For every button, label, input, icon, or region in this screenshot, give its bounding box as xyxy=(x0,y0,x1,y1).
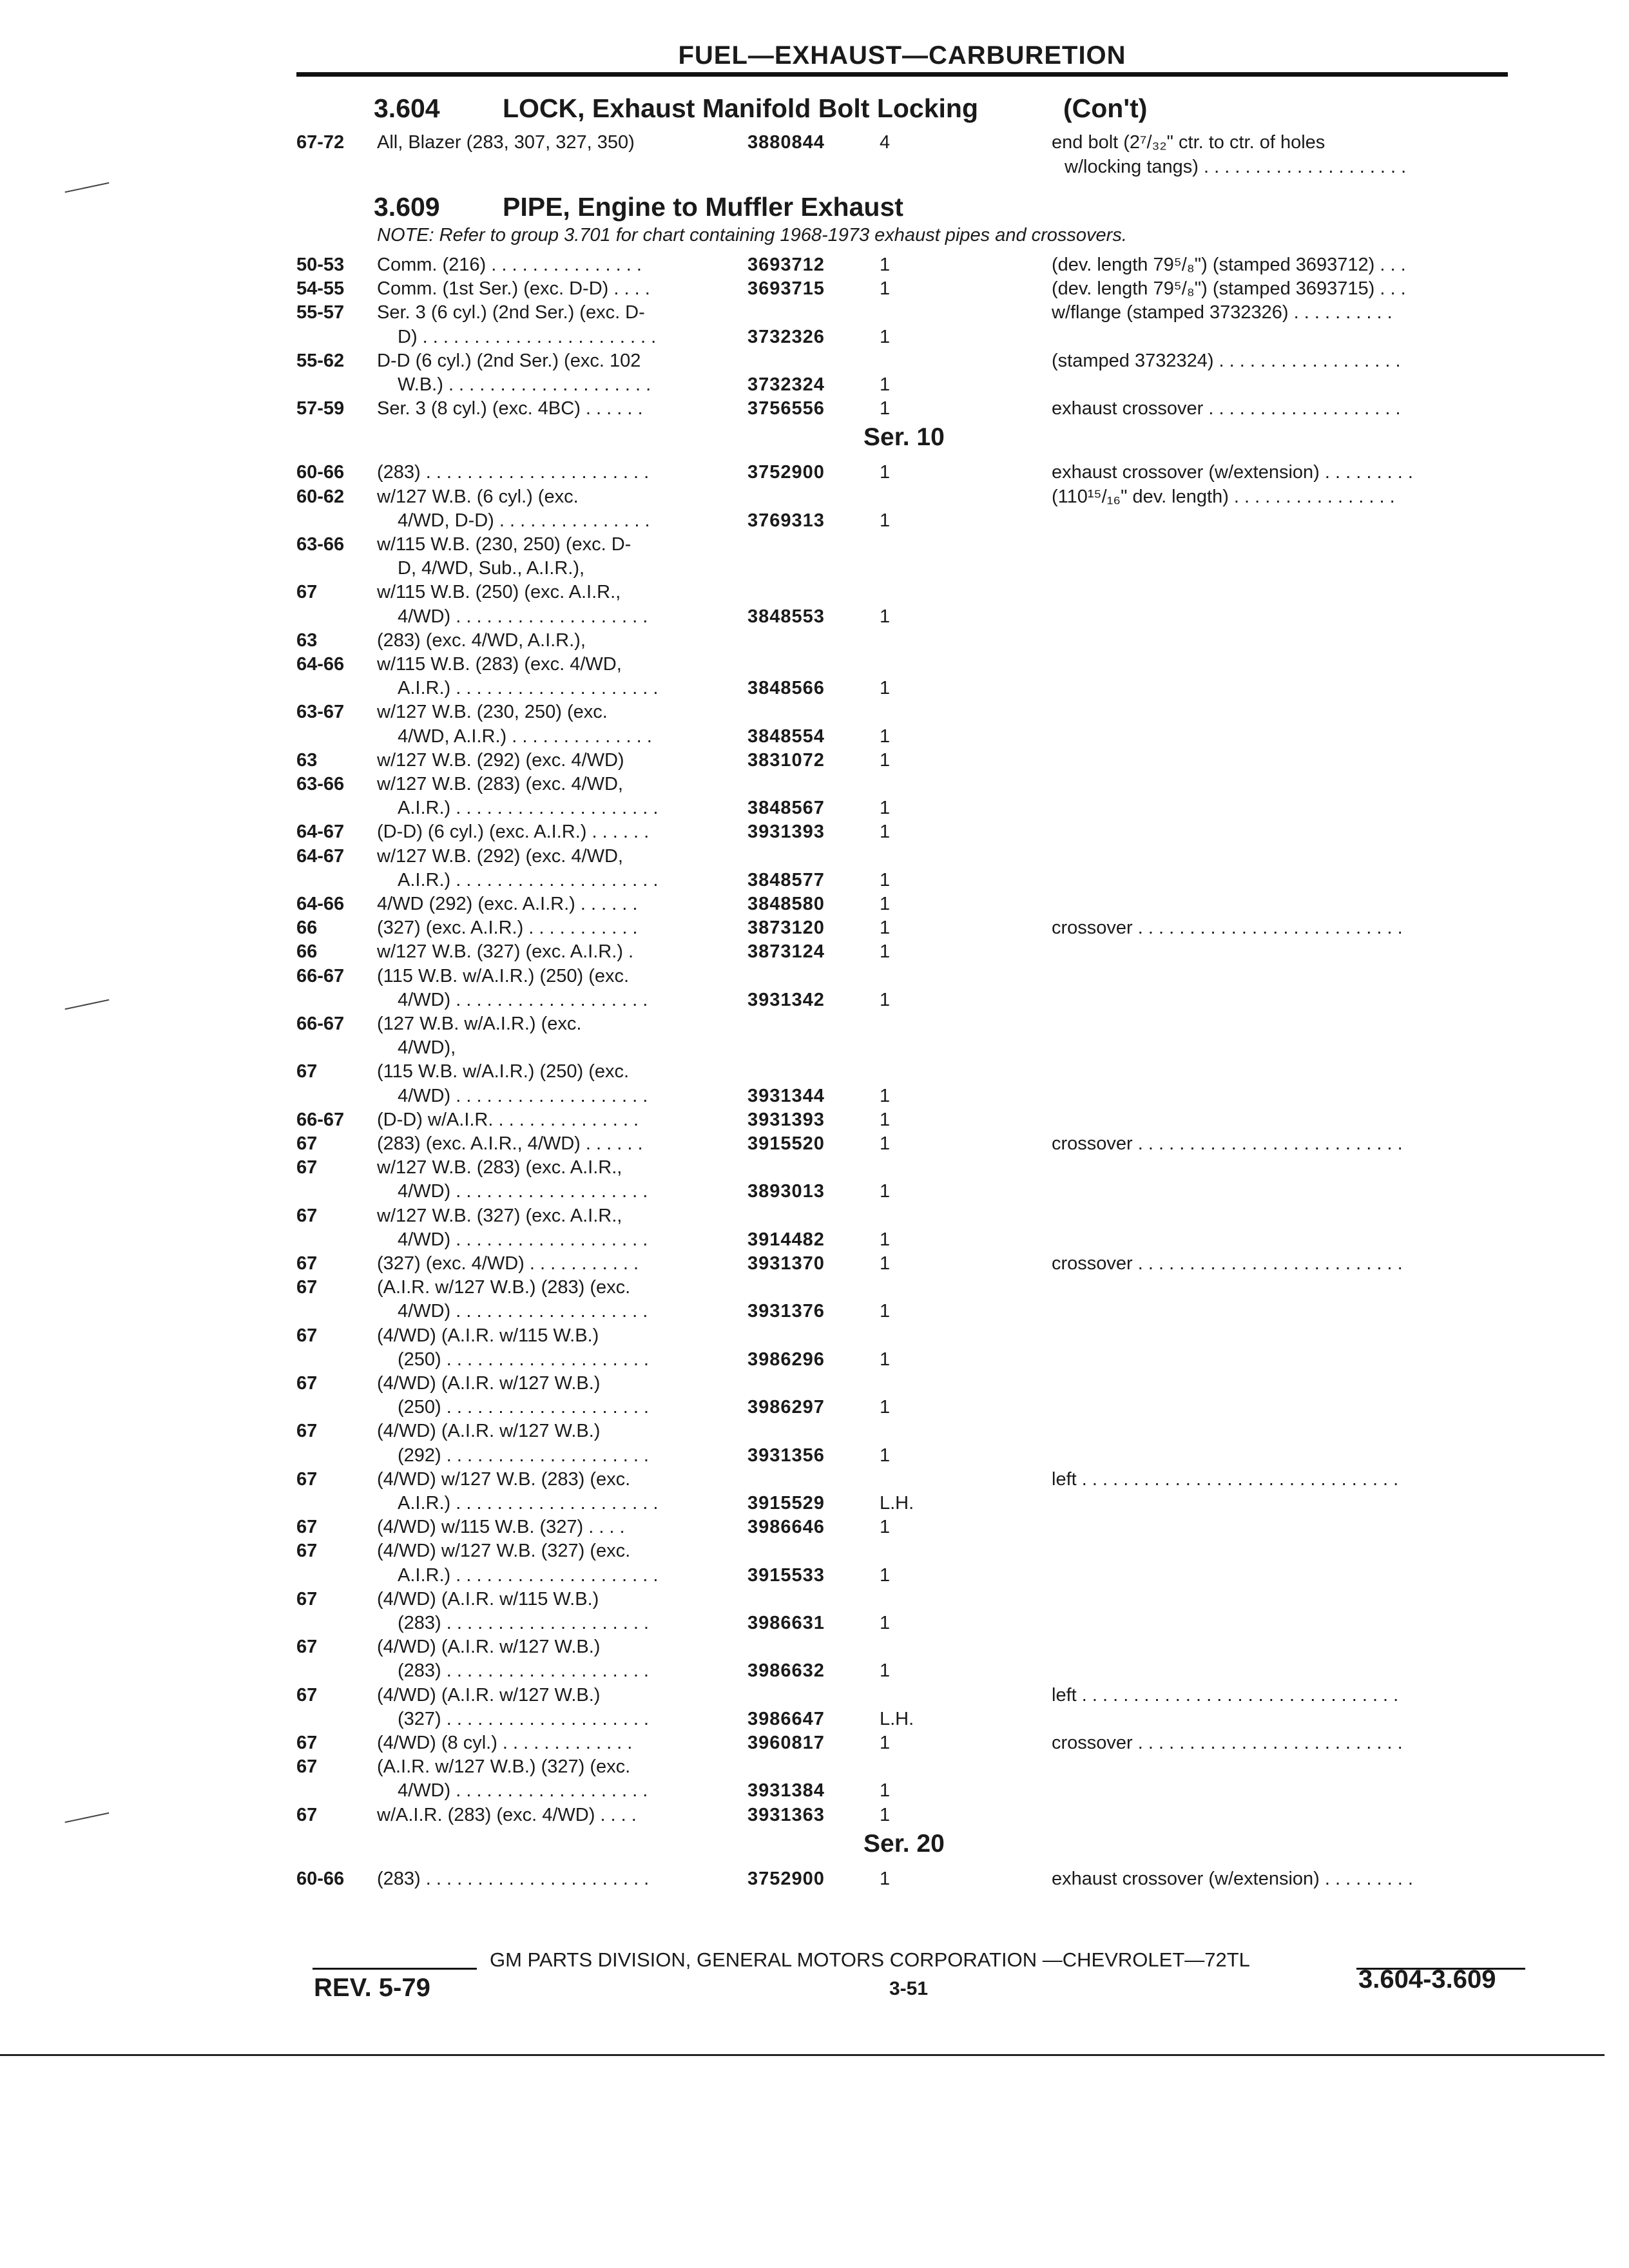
section-note: NOTE: Refer to group 3.701 for chart containing 1968-1973 exhaust pipes and crossovers. xyxy=(377,225,1127,245)
year-range: 66-67 xyxy=(296,1109,345,1130)
year-range: 60-66 xyxy=(296,462,345,483)
application-description: w/127 W.B. (327) (exc. A.I.R., xyxy=(377,1205,622,1226)
application-description: (4/WD) (8 cyl.) . . . . . . . . . . . . . xyxy=(377,1733,633,1753)
remarks: exhaust crossover . . . . . . . . . . . . . . . . . . . xyxy=(1052,398,1401,419)
part-number: 3915520 xyxy=(747,1133,825,1154)
application-description: (A.I.R. w/127 W.B.) (327) (exc. xyxy=(377,1756,631,1778)
application-description: (283) (exc. A.I.R., 4/WD) . . . . . . xyxy=(377,1133,643,1154)
year-range: 55-62 xyxy=(296,350,345,371)
quantity: 1 xyxy=(880,749,891,771)
quantity: 1 xyxy=(880,1804,891,1825)
section-title: PIPE, Engine to Muffler Exhaust xyxy=(503,192,903,222)
year-range: 67 xyxy=(296,1468,318,1490)
year-range: 67 xyxy=(296,1541,318,1562)
page-number: 3-51 xyxy=(889,1978,929,1999)
application-description: (115 W.B. w/A.I.R.) (250) (exc. xyxy=(377,965,630,986)
year-range: 64-67 xyxy=(296,845,345,867)
application-description: w/127 W.B. (292) (exc. 4/WD, xyxy=(377,845,623,867)
part-number: 3931376 xyxy=(747,1301,825,1322)
application-description: w/127 W.B. (230, 250) (exc. xyxy=(377,702,608,723)
year-range: 67 xyxy=(296,1637,318,1658)
year-range: 63-66 xyxy=(296,774,345,794)
scan-edge-rule xyxy=(0,2054,1605,2056)
year-range: 60-66 xyxy=(296,1868,345,1889)
part-number: 3986647 xyxy=(747,1708,825,1729)
application-description: (283) . . . . . . . . . . . . . . . . . . . . . . xyxy=(377,462,650,483)
part-number: 3848577 xyxy=(747,869,825,890)
part-number: 3831072 xyxy=(747,749,825,771)
year-range: 55-57 xyxy=(296,302,345,323)
part-number: 3931356 xyxy=(747,1445,825,1466)
year-range: 66-67 xyxy=(296,1014,345,1034)
part-number: 3732324 xyxy=(747,374,825,395)
application-description: 4/WD, A.I.R.) . . . . . . . . . . . . . . xyxy=(398,726,652,747)
quantity: 1 xyxy=(880,1397,891,1418)
application-description: A.I.R.) . . . . . . . . . . . . . . . . . . . . xyxy=(398,869,659,890)
part-number: 3931344 xyxy=(747,1085,825,1106)
year-range: 54-55 xyxy=(296,278,345,300)
application-description: 4/WD) . . . . . . . . . . . . . . . . . . . xyxy=(398,1229,648,1250)
application-description: (250) . . . . . . . . . . . . . . . . . . . . xyxy=(398,1397,649,1418)
header-rule xyxy=(296,72,1508,77)
application-description: (115 W.B. w/A.I.R.) (250) (exc. xyxy=(377,1061,630,1082)
application-description: 4/WD) . . . . . . . . . . . . . . . . . . . xyxy=(398,606,648,627)
part-number: 3986297 xyxy=(747,1397,825,1418)
year-range: 67 xyxy=(296,1733,318,1753)
year-range: 67 xyxy=(296,582,318,603)
part-number: 3931363 xyxy=(747,1804,825,1825)
year-range: 67 xyxy=(296,1205,318,1226)
year-range: 63 xyxy=(296,629,318,651)
application-description: (A.I.R. w/127 W.B.) (283) (exc. xyxy=(377,1277,631,1298)
punch-hole-mark xyxy=(65,999,110,1010)
application-description: Comm. (1st Ser.) (exc. D-D) . . . . xyxy=(377,278,650,300)
part-number: 3986646 xyxy=(747,1517,825,1538)
quantity: 1 xyxy=(880,1133,891,1154)
application-description: (4/WD) w/115 W.B. (327) . . . . xyxy=(377,1517,625,1538)
application-description: (4/WD) w/127 W.B. (327) (exc. xyxy=(377,1541,631,1562)
quantity: 1 xyxy=(880,726,891,747)
remarks: crossover . . . . . . . . . . . . . . . . . . . . . . . . . . xyxy=(1052,1133,1403,1154)
application-description: w/115 W.B. (250) (exc. A.I.R., xyxy=(377,582,621,603)
quantity: 1 xyxy=(880,510,891,531)
application-description: (4/WD) (A.I.R. w/127 W.B.) xyxy=(377,1373,601,1394)
quantity: 1 xyxy=(880,1733,891,1753)
part-number: 3848566 xyxy=(747,678,825,699)
part-number: 3848554 xyxy=(747,726,825,747)
part-number: 3752900 xyxy=(747,1868,825,1889)
year-range: 67 xyxy=(296,1133,318,1154)
application-description: D) . . . . . . . . . . . . . . . . . . . . . . . xyxy=(398,326,657,347)
application-description: (D-D) (6 cyl.) (exc. A.I.R.) . . . . . . xyxy=(377,822,650,843)
quantity: 1 xyxy=(880,869,891,890)
application-description: 4/WD, D-D) . . . . . . . . . . . . . . . xyxy=(398,510,650,531)
remarks: w/flange (stamped 3732326) . . . . . . . . . . xyxy=(1052,302,1393,323)
year-range: 64-66 xyxy=(296,894,345,914)
remarks: left . . . . . . . . . . . . . . . . . . . . . . . . . . . . . . . xyxy=(1052,1684,1399,1706)
year-range: 50-53 xyxy=(296,255,345,275)
application-description: (327) (exc. A.I.R.) . . . . . . . . . . . xyxy=(377,918,638,939)
remarks: end bolt (2⁷/₃₂" ctr. to ctr. of holes xyxy=(1052,132,1325,153)
application-description: 4/WD) . . . . . . . . . . . . . . . . . . . xyxy=(398,1301,648,1322)
quantity: L.H. xyxy=(880,1493,914,1514)
application-description: w/A.I.R. (283) (exc. 4/WD) . . . . xyxy=(377,1804,637,1825)
quantity: L.H. xyxy=(880,1708,914,1729)
section-range: 3.604-3.609 xyxy=(1358,1965,1496,1994)
application-description: Ser. 3 (6 cyl.) (2nd Ser.) (exc. D- xyxy=(377,302,645,323)
part-number: 3986296 xyxy=(747,1349,825,1370)
quantity: 1 xyxy=(880,462,891,483)
part-number: 3693712 xyxy=(747,255,825,275)
part-number: 3931393 xyxy=(747,822,825,843)
part-number: 3848580 xyxy=(747,894,825,914)
quantity: 1 xyxy=(880,1613,891,1633)
remarks: (dev. length 79⁵/₈") (stamped 3693712) . . . xyxy=(1052,255,1406,275)
section-heading-pipe xyxy=(374,192,903,222)
part-number: 3848553 xyxy=(747,606,825,627)
quantity: 1 xyxy=(880,1181,891,1202)
application-description: (4/WD) w/127 W.B. (283) (exc. xyxy=(377,1468,631,1490)
quantity: 1 xyxy=(880,1349,891,1370)
remarks: (110¹⁵/₁₆" dev. length) . . . . . . . . . . . . . . . . xyxy=(1052,486,1395,507)
quantity: 1 xyxy=(880,798,891,819)
quantity: 1 xyxy=(880,894,891,914)
year-range: 67 xyxy=(296,1684,318,1706)
application-description: 4/WD) . . . . . . . . . . . . . . . . . . . xyxy=(398,1181,648,1202)
quantity: 1 xyxy=(880,822,891,843)
year-range: 67 xyxy=(296,1421,318,1442)
year-range: 67 xyxy=(296,1325,318,1346)
application-description: (4/WD) (A.I.R. w/115 W.B.) xyxy=(377,1325,599,1346)
year-range: 67 xyxy=(296,1517,318,1538)
remarks: (stamped 3732324) . . . . . . . . . . . . . . . . . . xyxy=(1052,350,1401,371)
part-number: 3931393 xyxy=(747,1109,825,1130)
application-description: (4/WD) (A.I.R. w/127 W.B.) xyxy=(377,1637,601,1658)
quantity: 1 xyxy=(880,1109,891,1130)
application-description: (4/WD) (A.I.R. w/127 W.B.) xyxy=(377,1684,601,1706)
application-description: (327) (exc. 4/WD) . . . . . . . . . . . xyxy=(377,1253,639,1274)
year-range: 60-62 xyxy=(296,486,345,507)
application-description: w/127 W.B. (283) (exc. A.I.R., xyxy=(377,1157,622,1178)
series-heading: Ser. 20 xyxy=(863,1829,945,1858)
application-description: w/115 W.B. (230, 250) (exc. D- xyxy=(377,534,631,555)
quantity: 1 xyxy=(880,1301,891,1322)
quantity: 1 xyxy=(880,1229,891,1250)
part-number: 3915529 xyxy=(747,1493,825,1514)
part-number: 3752900 xyxy=(747,462,825,483)
year-range: 67 xyxy=(296,1157,318,1178)
quantity: 4 xyxy=(880,132,891,153)
application-description: (250) . . . . . . . . . . . . . . . . . . . . xyxy=(398,1349,649,1370)
part-number: 3931384 xyxy=(747,1780,825,1802)
quantity: 1 xyxy=(880,326,891,347)
application-description: A.I.R.) . . . . . . . . . . . . . . . . . . . . xyxy=(398,678,659,699)
remarks: exhaust crossover (w/extension) . . . . . . . . . xyxy=(1052,1868,1413,1889)
application-description: (327) . . . . . . . . . . . . . . . . . . . . xyxy=(398,1708,649,1729)
quantity: 1 xyxy=(880,1780,891,1802)
remarks: (dev. length 79⁵/₈") (stamped 3693715) . . . xyxy=(1052,278,1406,300)
year-range: 67 xyxy=(296,1253,318,1274)
part-number: 3931342 xyxy=(747,989,825,1010)
application-description: (283) (exc. 4/WD, A.I.R.), xyxy=(377,629,586,651)
application-description: D, 4/WD, Sub., A.I.R.), xyxy=(398,558,585,579)
part-number: 3986632 xyxy=(747,1660,825,1682)
year-range: 67 xyxy=(296,1588,318,1610)
quantity: 1 xyxy=(880,278,891,300)
part-number: 3873120 xyxy=(747,918,825,939)
quantity: 1 xyxy=(880,1517,891,1538)
series-heading: Ser. 10 xyxy=(863,423,945,452)
application-description: (D-D) w/A.I.R. . . . . . . . . . . . . . . xyxy=(377,1109,639,1130)
application-description: (283) . . . . . . . . . . . . . . . . . . . . xyxy=(398,1660,649,1682)
footer-rule xyxy=(313,1968,477,1970)
part-number: 3914482 xyxy=(747,1229,825,1250)
application-description: 4/WD), xyxy=(398,1037,456,1059)
application-description: 4/WD) . . . . . . . . . . . . . . . . . . . xyxy=(398,989,648,1010)
quantity: 1 xyxy=(880,1868,891,1889)
quantity: 1 xyxy=(880,989,891,1010)
application-description: 4/WD (292) (exc. A.I.R.) . . . . . . xyxy=(377,894,638,914)
year-range: 57-59 xyxy=(296,398,345,419)
year-range: 67 xyxy=(296,1756,318,1778)
quantity: 1 xyxy=(880,606,891,627)
year-range: 64-67 xyxy=(296,822,345,843)
quantity: 1 xyxy=(880,1253,891,1274)
quantity: 1 xyxy=(880,1445,891,1466)
part-number: 3880844 xyxy=(747,132,825,153)
part-number: 3893013 xyxy=(747,1181,825,1202)
application-description: 4/WD) . . . . . . . . . . . . . . . . . . . xyxy=(398,1780,648,1802)
year-range: 66 xyxy=(296,941,318,963)
punch-hole-mark xyxy=(65,1812,110,1823)
application-description: (4/WD) (A.I.R. w/115 W.B.) xyxy=(377,1588,599,1610)
year-range: 67 xyxy=(296,1373,318,1394)
application-description: Comm. (216) . . . . . . . . . . . . . . . xyxy=(377,255,642,275)
year-range: 63-67 xyxy=(296,702,345,723)
quantity: 1 xyxy=(880,918,891,939)
application-description: D-D (6 cyl.) (2nd Ser.) (exc. 102 xyxy=(377,350,641,371)
quantity: 1 xyxy=(880,1660,891,1682)
part-number: 3732326 xyxy=(747,326,825,347)
remarks: exhaust crossover (w/extension) . . . . . . . . . xyxy=(1052,462,1413,483)
year-range: 67 xyxy=(296,1277,318,1298)
section-number: 3.604 xyxy=(374,93,440,123)
application-description: 4/WD) . . . . . . . . . . . . . . . . . . . xyxy=(398,1085,648,1106)
part-number: 3848567 xyxy=(747,798,825,819)
application-description: (127 W.B. w/A.I.R.) (exc. xyxy=(377,1014,582,1034)
application-description: w/127 W.B. (283) (exc. 4/WD, xyxy=(377,774,623,794)
punch-hole-mark xyxy=(65,182,110,193)
remarks-continued: w/locking tangs) . . . . . . . . . . . . . . . . . . . . xyxy=(1065,157,1407,177)
application-description: A.I.R.) . . . . . . . . . . . . . . . . . . . . xyxy=(398,1564,659,1586)
footer-publisher: GM PARTS DIVISION, GENERAL MOTORS CORPORATION —CHEVROLET—72TL xyxy=(490,1948,1250,1971)
application-description: w/115 W.B. (283) (exc. 4/WD, xyxy=(377,654,622,675)
year-range: 63 xyxy=(296,749,318,771)
application-description: W.B.) . . . . . . . . . . . . . . . . . . . . xyxy=(398,374,651,395)
part-number: 3769313 xyxy=(747,510,825,531)
remarks: crossover . . . . . . . . . . . . . . . . . . . . . . . . . . xyxy=(1052,1253,1403,1274)
part-number: 3693715 xyxy=(747,278,825,300)
part-number: 3960817 xyxy=(747,1733,825,1753)
application-description: (283) . . . . . . . . . . . . . . . . . . . . . . xyxy=(377,1868,650,1889)
quantity: 1 xyxy=(880,1564,891,1586)
section-title: LOCK, Exhaust Manifold Bolt Locking xyxy=(503,93,978,123)
quantity: 1 xyxy=(880,941,891,963)
remarks: left . . . . . . . . . . . . . . . . . . . . . . . . . . . . . . . xyxy=(1052,1468,1399,1490)
year-range: 67 xyxy=(296,1804,318,1825)
quantity: 1 xyxy=(880,398,891,419)
section-number: 3.609 xyxy=(374,192,440,222)
part-number: 3915533 xyxy=(747,1564,825,1586)
application-description: (4/WD) (A.I.R. w/127 W.B.) xyxy=(377,1421,601,1442)
quantity: 1 xyxy=(880,255,891,275)
remarks: crossover . . . . . . . . . . . . . . . . . . . . . . . . . . xyxy=(1052,918,1403,939)
part-number: 3986631 xyxy=(747,1613,825,1633)
year-range: 66 xyxy=(296,918,318,939)
application-description: A.I.R.) . . . . . . . . . . . . . . . . . . . . xyxy=(398,1493,659,1514)
part-number: 3873124 xyxy=(747,941,825,963)
quantity: 1 xyxy=(880,1085,891,1106)
year-range: 66-67 xyxy=(296,965,345,986)
year-range: 64-66 xyxy=(296,654,345,675)
application-description: A.I.R.) . . . . . . . . . . . . . . . . . . . . xyxy=(398,798,659,819)
year-range: 63-66 xyxy=(296,534,345,555)
remarks: crossover . . . . . . . . . . . . . . . . . . . . . . . . . . xyxy=(1052,1733,1403,1753)
quantity: 1 xyxy=(880,678,891,699)
section-continued: (Con't) xyxy=(1063,93,1148,123)
year-range: 67 xyxy=(296,1061,318,1082)
quantity: 1 xyxy=(880,374,891,395)
part-number: 3756556 xyxy=(747,398,825,419)
application-description: w/127 W.B. (6 cyl.) (exc. xyxy=(377,486,579,507)
application-description: (292) . . . . . . . . . . . . . . . . . . . . xyxy=(398,1445,649,1466)
application-description: w/127 W.B. (292) (exc. 4/WD) xyxy=(377,749,624,771)
year-range: 67-72 xyxy=(296,132,345,153)
application-description: All, Blazer (283, 307, 327, 350) xyxy=(377,132,635,153)
application-description: (283) . . . . . . . . . . . . . . . . . . . . xyxy=(398,1613,649,1633)
application-description: w/127 W.B. (327) (exc. A.I.R.) . xyxy=(377,941,634,963)
page-header: FUEL—EXHAUST—CARBURETION xyxy=(678,41,1126,70)
application-description: Ser. 3 (8 cyl.) (exc. 4BC) . . . . . . xyxy=(377,398,643,419)
part-number: 3931370 xyxy=(747,1253,825,1274)
section-heading-lock xyxy=(374,93,1148,124)
revision-label: REV. 5-79 xyxy=(314,1974,430,2002)
